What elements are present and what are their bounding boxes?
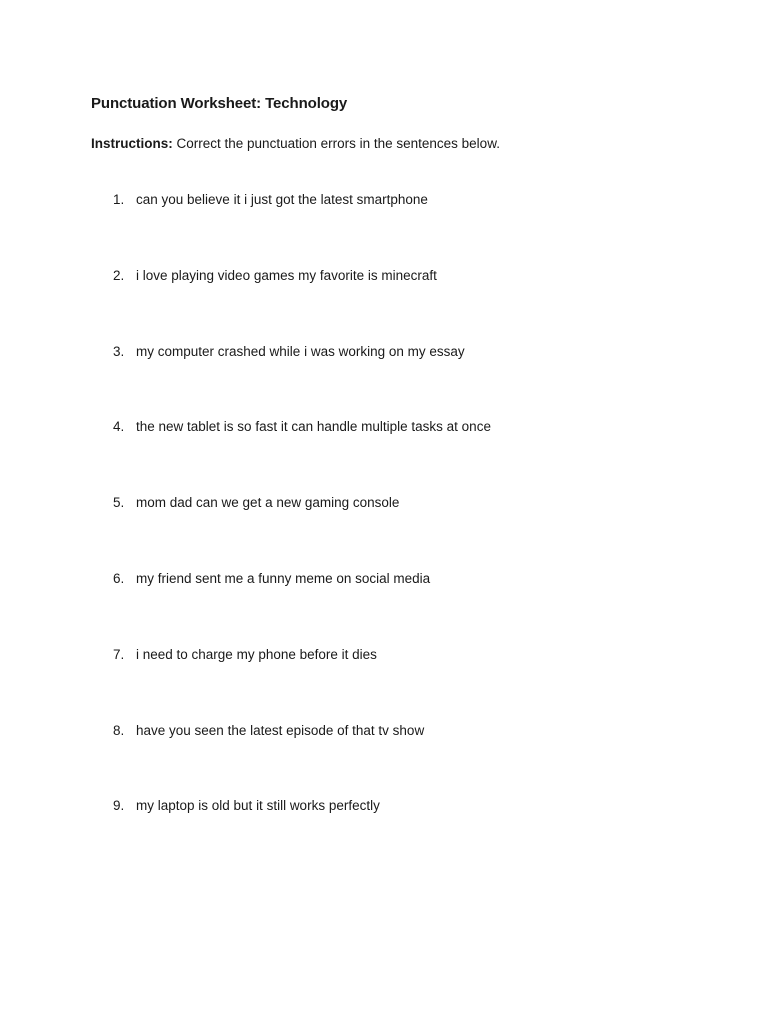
- question-item: [91, 493, 708, 513]
- question-item: [91, 342, 708, 362]
- question-item: [91, 266, 708, 286]
- question-number: 3.: [113, 343, 125, 359]
- question-text: i love playing video games my favorite is minecraft: [136, 267, 437, 283]
- question-item: [91, 796, 708, 816]
- question-text: my friend sent me a funny meme on social media: [136, 570, 431, 586]
- question-text: the new tablet is so fast it can handle multiple tasks at once: [136, 419, 491, 435]
- question-item: [91, 645, 708, 665]
- question-number: 4.: [113, 419, 125, 435]
- question-number: 6.: [113, 570, 125, 586]
- question-list: [91, 190, 708, 816]
- question-item: [91, 721, 708, 741]
- question-number: 5.: [113, 495, 125, 511]
- question-text: can you believe it i just got the latest smartphone: [136, 192, 428, 207]
- question-item: [91, 417, 708, 437]
- question-number: 7.: [113, 646, 125, 662]
- question-item: [91, 569, 708, 589]
- question-text: have you seen the latest episode of that tv show: [136, 722, 425, 738]
- page-title: Punctuation Worksheet: Technology: [91, 95, 348, 112]
- instructions-label: Instructions:: [91, 136, 173, 151]
- instructions-text: Correct the punctuation errors in the sentences below.: [172, 136, 500, 151]
- question-text: my laptop is old but it still works perfectly: [136, 798, 380, 814]
- question-number: 9.: [113, 798, 125, 814]
- question-number: 8.: [113, 722, 125, 738]
- question-text: my computer crashed while i was working on my essay: [136, 343, 465, 359]
- question-number: 2.: [113, 267, 125, 283]
- instructions: [91, 134, 708, 154]
- question-item: [91, 190, 708, 210]
- question-text: mom dad can we get a new gaming console: [136, 495, 400, 511]
- question-number: 1.: [113, 192, 125, 207]
- question-text: i need to charge my phone before it dies: [136, 646, 377, 662]
